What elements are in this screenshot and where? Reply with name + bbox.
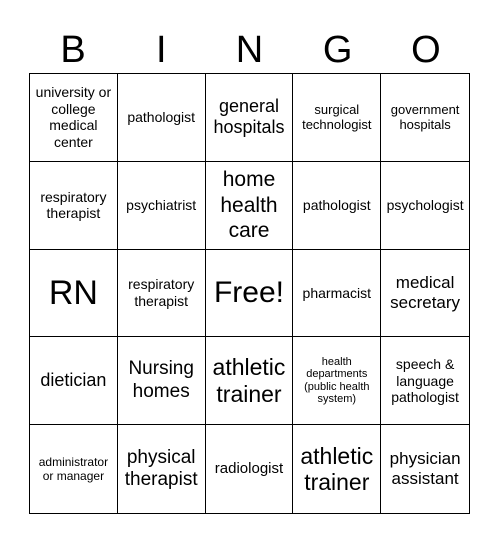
bingo-cell-r5c4: athletic trainer <box>293 425 381 513</box>
bingo-cell-r2c4: pathologist <box>293 162 381 250</box>
bingo-cell-r4c3: athletic trainer <box>206 337 294 425</box>
bingo-cell-r5c5: physician assistant <box>389 449 461 489</box>
bingo-cell-r4c2: Nursing homes <box>118 337 206 425</box>
bingo-cell-r2c2: psychiatrist <box>118 162 206 250</box>
bingo-cell-r2c5: psychologist <box>381 162 469 250</box>
bingo-cell-r3c5: medical secretary <box>381 250 469 338</box>
bingo-cell-r2c3: home health care <box>206 162 294 250</box>
header-letter-b: B <box>60 29 86 71</box>
bingo-cell-r3c2: respiratory therapist <box>118 250 206 338</box>
bingo-board <box>29 73 470 514</box>
bingo-header <box>29 26 470 74</box>
header-letter-g: G <box>322 29 353 71</box>
bingo-cell-r5c1: administrator or manager <box>30 425 118 513</box>
bingo-cell-r4c5: speech & language pathologist <box>381 337 469 425</box>
bingo-cell-r5c2: physical therapist <box>118 425 206 513</box>
header-letter-i: I <box>156 29 167 71</box>
bingo-cell-r1c2: pathologist <box>118 74 206 162</box>
bingo-cell-r2c1: respiratory therapist <box>30 162 118 250</box>
header-letter-n: N <box>235 29 264 71</box>
bingo-cell-r1c1: university or college medical center <box>30 74 118 162</box>
bingo-cell-r3c4: pharmacist <box>293 250 381 338</box>
bingo-cell-free: Free! <box>206 250 294 338</box>
bingo-cell-r1c4: surgical technologist <box>293 74 381 162</box>
bingo-cell-r3c1: RN <box>30 250 118 338</box>
bingo-cell-r5c3: radiologist <box>206 425 294 513</box>
bingo-cell-r1c3: general hospitals <box>206 74 294 162</box>
bingo-cell-r4c1: dietician <box>30 337 118 425</box>
bingo-cell-r1c5: government hospitals <box>381 74 469 162</box>
bingo-cell-r4c4: health departments (public health system) <box>293 337 381 425</box>
header-letter-o: O <box>411 29 441 71</box>
